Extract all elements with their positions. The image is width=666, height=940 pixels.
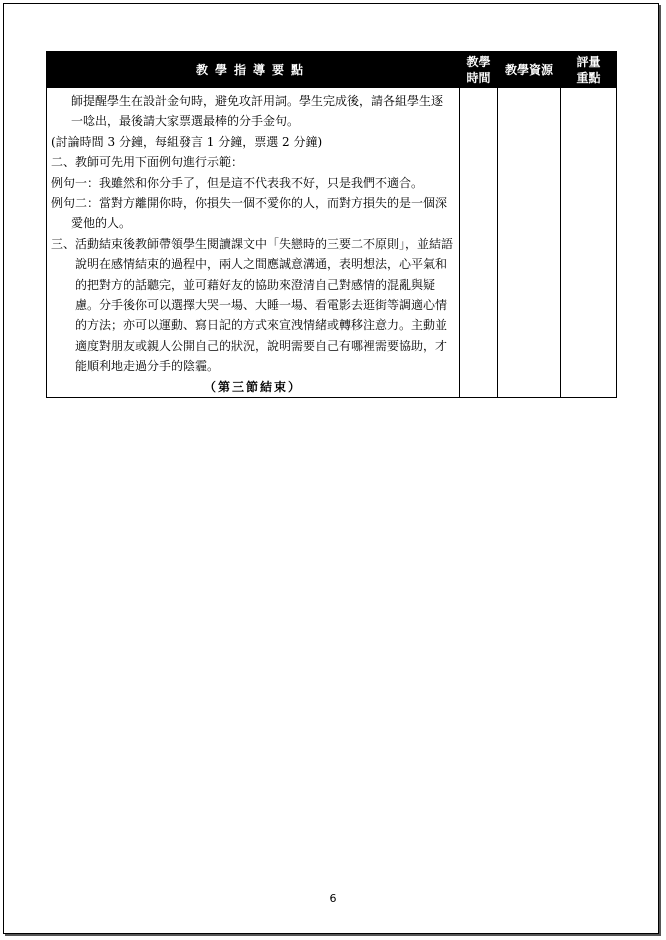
page-number: 6 — [329, 892, 337, 905]
text-line: 愛他的人。 — [71, 216, 132, 231]
header-assessment — [561, 52, 617, 88]
content-row — [47, 88, 617, 398]
header-teaching-points: 教學指導要點 — [47, 52, 460, 88]
header-teaching-resources: 教學資源 — [498, 52, 561, 88]
header-assessment-line-2: 重點 — [576, 70, 601, 85]
header-teaching-time — [460, 52, 498, 88]
text-line: 師提醒學生在設計金句時，避免攻訐用詞。學生完成後，請各組學生逐 — [71, 94, 444, 108]
text-line: 能順利地走過分手的陰霾。 — [75, 359, 220, 374]
text-line: (討論時間 3 分鐘，每組發言 1 分鐘，票選 2 分鐘) — [51, 134, 323, 149]
text-line: 二、教師可先用下面例句進行示範： — [51, 155, 244, 170]
section-end-note: （第三節結束） — [203, 379, 302, 394]
assessment-cell — [561, 88, 617, 398]
lesson-plan-table — [46, 51, 617, 398]
text-line: 一唸出，最後請大家票選最棒的分手金句。 — [71, 114, 300, 129]
text-line: 三、活動結束後教師帶領學生閱讀課文中「失戀時的三要二不原則」，並結語 — [51, 236, 454, 251]
header-row — [47, 52, 617, 88]
teaching-resources-cell — [498, 88, 561, 398]
teaching-points-content — [47, 88, 459, 397]
text-line: 慮。分手後你可以選擇大哭一場、大睡一場、看電影去逛街等調適心情 — [75, 298, 448, 313]
text-line: 的方法；亦可以運動、寫日記的方式來宣洩情緒或轉移注意力。主動並 — [75, 318, 448, 333]
text-line: 的把對方的話聽完，並可藉好友的協助來澄清自己對感情的混亂與疑 — [75, 277, 436, 292]
text-line: 例句一：我雖然和你分手了，但是這不代表我不好，只是我們不適合。 — [51, 175, 424, 190]
teaching-time-cell — [460, 88, 498, 398]
text-line: 例句二：當對方離開你時，你損失一個不愛你的人，而對方損失的是一個深 — [51, 196, 448, 211]
text-line: 說明在感情結束的過程中，兩人之間應誠意溝通，表明想法，心平氣和 — [75, 257, 448, 272]
header-time-line-1: 教學 — [466, 54, 491, 69]
header-time-line-2: 時間 — [466, 70, 491, 85]
text-line: 適度對朋友或親人公開自己的狀況，說明需要自己有哪裡需要協助，才 — [75, 338, 448, 353]
header-assessment-line-1: 評量 — [576, 54, 601, 69]
teaching-points-cell — [47, 88, 460, 398]
